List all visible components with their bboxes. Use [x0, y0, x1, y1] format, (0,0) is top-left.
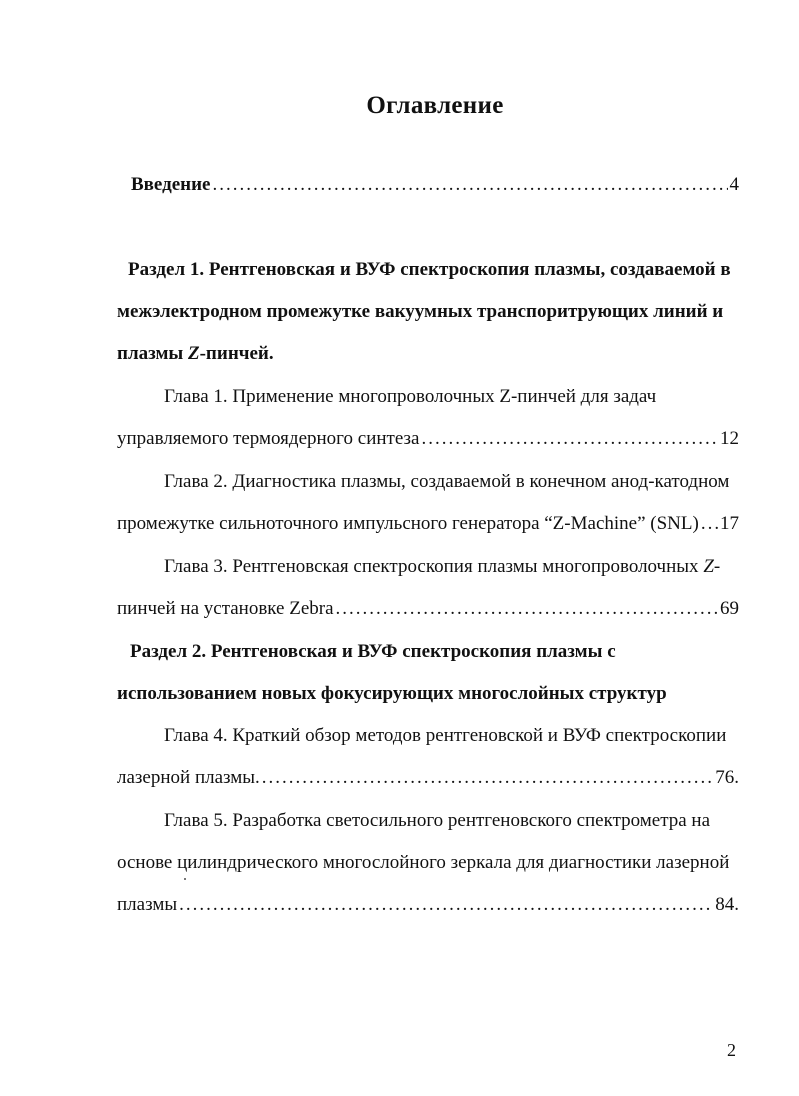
chapter1-line1: Глава 1. Применение многопроволочных Z-пинчей для задач	[164, 386, 657, 407]
section2-heading-line2: использованием новых фокусирующих многослойных структур	[117, 683, 667, 704]
page-title: Оглавление	[366, 92, 504, 119]
section1-heading-line2: межэлектродном промежутке вакуумных транспоритрующих линий и	[117, 301, 724, 322]
chapter3-line1-z: Z	[703, 556, 714, 577]
leader-dots	[336, 597, 718, 621]
chapter1-page: 12	[720, 428, 739, 449]
toc-entry-intro[interactable]	[131, 173, 739, 197]
chapter2-line2: промежутке сильноточного импульсного генератора “Z-Machine” (SNL)	[117, 513, 699, 534]
chapter4-page: 76.	[715, 767, 739, 788]
chapter1-line2: управляемого термоядерного синтеза	[117, 428, 420, 449]
toc-entry-chapter2[interactable]	[117, 512, 739, 536]
leader-dots	[701, 512, 718, 536]
chapter5-line3: плазмы	[117, 894, 178, 915]
chapter5-page: 84.	[715, 894, 739, 915]
section1-line3-suffix: -пинчей.	[199, 343, 274, 364]
section1-line3-z: Z	[188, 343, 200, 364]
chapter2-page: 17	[720, 513, 739, 534]
leader-dots	[421, 427, 718, 451]
scan-speck	[184, 878, 186, 880]
section1-line3-prefix: плазмы	[117, 343, 188, 364]
chapter5-line2: основе цилиндрического многослойного зеркала для диагностики лазерной	[117, 852, 730, 873]
leader-dots	[179, 893, 713, 917]
intro-label: Введение	[131, 174, 211, 195]
toc-entry-chapter1[interactable]	[117, 427, 739, 451]
section1-heading-line1: Раздел 1. Рентгеновская и ВУФ спектроскопия плазмы, создаваемой в	[128, 259, 731, 280]
section2-heading-line1: Раздел 2. Рентгеновская и ВУФ спектроскопия плазмы с	[130, 641, 616, 662]
chapter3-line1-prefix: Глава 3. Рентгеновская спектроскопия плазмы многопроволочных	[164, 556, 704, 577]
chapter4-line2: лазерной плазмы.	[117, 767, 260, 788]
chapter3-page: 69	[720, 598, 739, 619]
section1-heading-line3	[117, 342, 274, 366]
leader-dots	[262, 766, 713, 790]
chapter2-line1: Глава 2. Диагностика плазмы, создаваемой в конечном анод-катодном	[164, 471, 730, 492]
chapter5-line1: Глава 5. Разработка светосильного рентгеновского спектрометра на	[164, 810, 711, 831]
intro-page: 4	[729, 174, 739, 195]
page-number: 2	[727, 1040, 736, 1060]
leader-dots	[213, 173, 728, 197]
toc-entry-chapter4[interactable]	[117, 766, 739, 790]
chapter4-line1: Глава 4. Краткий обзор методов рентгеновской и ВУФ спектроскопии	[164, 725, 727, 746]
chapter3-line1	[164, 555, 720, 579]
toc-entry-chapter5[interactable]	[117, 893, 739, 917]
toc-entry-chapter3[interactable]	[117, 597, 739, 621]
chapter3-line2: пинчей на установке Zebra	[117, 598, 334, 619]
chapter3-line1-suffix: -	[713, 556, 721, 577]
